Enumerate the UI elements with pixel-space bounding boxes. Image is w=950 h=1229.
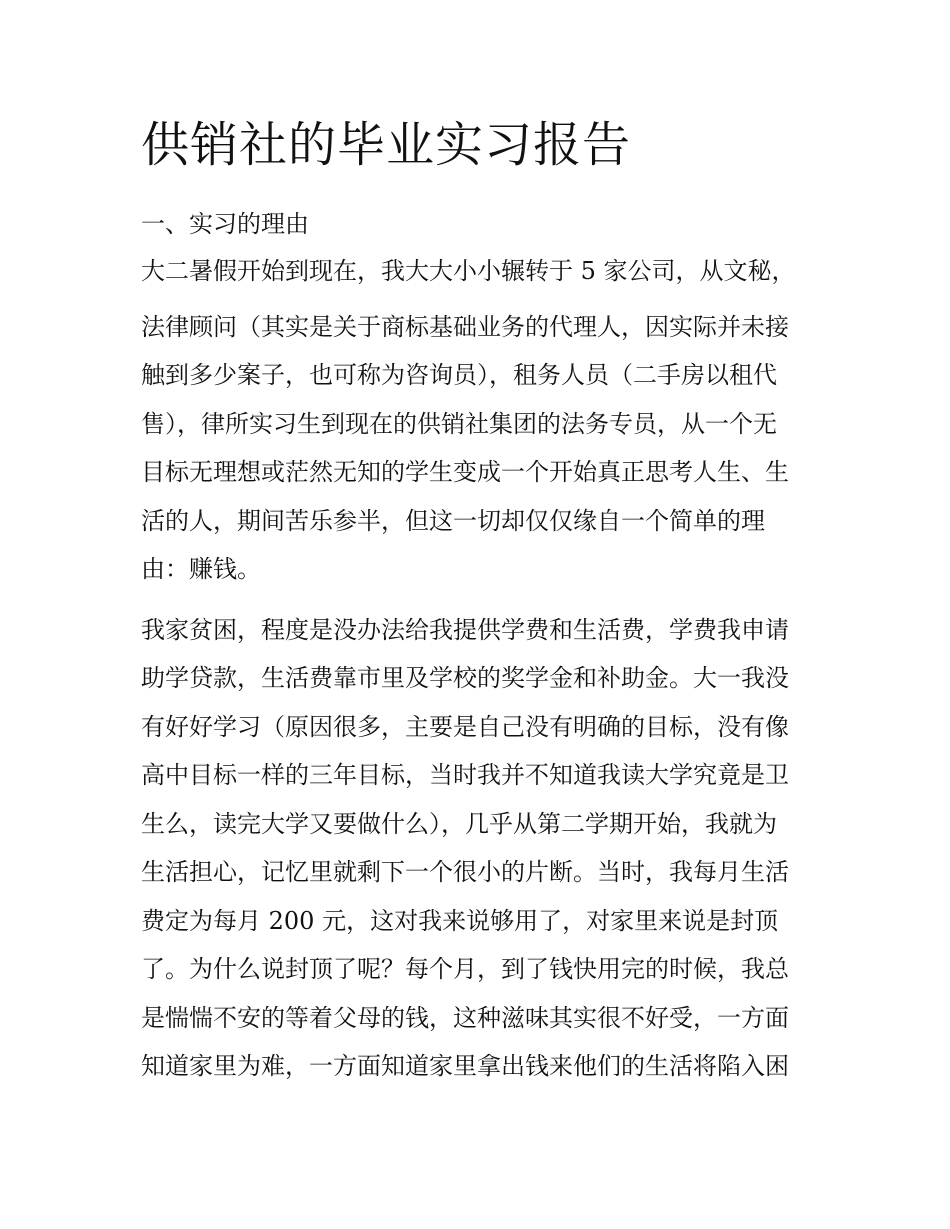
paragraph-line: 大二暑假开始到现在，我大大小小辗转于 5 家公司，从文秘， [141, 257, 796, 285]
section-heading: 一、实习的理由 [141, 210, 309, 238]
paragraph-line: 活的人，期间苦乐参半，但这一切却仅仅缘自一个简单的理 [141, 507, 765, 535]
paragraph-line: 高中目标一样的三年目标，当时我并不知道我读大学究竟是卫 [141, 761, 789, 789]
document-title: 供销社的毕业实习报告 [141, 117, 632, 173]
paragraph-line: 费定为每月 200 元，这对我来说够用了，对家里来说是封顶 [141, 907, 779, 935]
paragraph-line: 目标无理想或茫然无知的学生变成一个开始真正思考人生、生 [141, 458, 789, 486]
paragraph-line: 我家贫困，程度是没办法给我提供学费和生活费，学费我申请 [141, 616, 789, 644]
paragraph-line: 由：赚钱。 [141, 555, 261, 583]
paragraph-line: 助学贷款，生活费靠市里及学校的奖学金和补助金。大一我没 [141, 664, 789, 692]
paragraph-line: 了。为什么说封顶了呢？每个月，到了钱快用完的时候，我总 [141, 955, 789, 983]
paragraph-line: 触到多少案子，也可称为咨询员），租务人员（二手房以租代 [141, 361, 777, 389]
paragraph-line: 有好好学习（原因很多，主要是自己没有明确的目标，没有像 [141, 713, 789, 741]
paragraph-line: 生活担心，记忆里就剩下一个很小的片断。当时，我每月生活 [141, 858, 789, 886]
paragraph-line: 是惴惴不安的等着父母的钱，这种滋味其实很不好受，一方面 [141, 1004, 789, 1032]
paragraph-line: 生么，读完大学又要做什么），几乎从第二学期开始，我就为 [141, 810, 777, 838]
paragraph-line: 知道家里为难，一方面知道家里拿出钱来他们的生活将陷入困 [141, 1052, 789, 1080]
paragraph-line: 法律顾问（其实是关于商标基础业务的代理人，因实际并未接 [141, 313, 789, 341]
paragraph-line: 售），律所实习生到现在的供销社集团的法务专员，从一个无 [141, 410, 777, 438]
